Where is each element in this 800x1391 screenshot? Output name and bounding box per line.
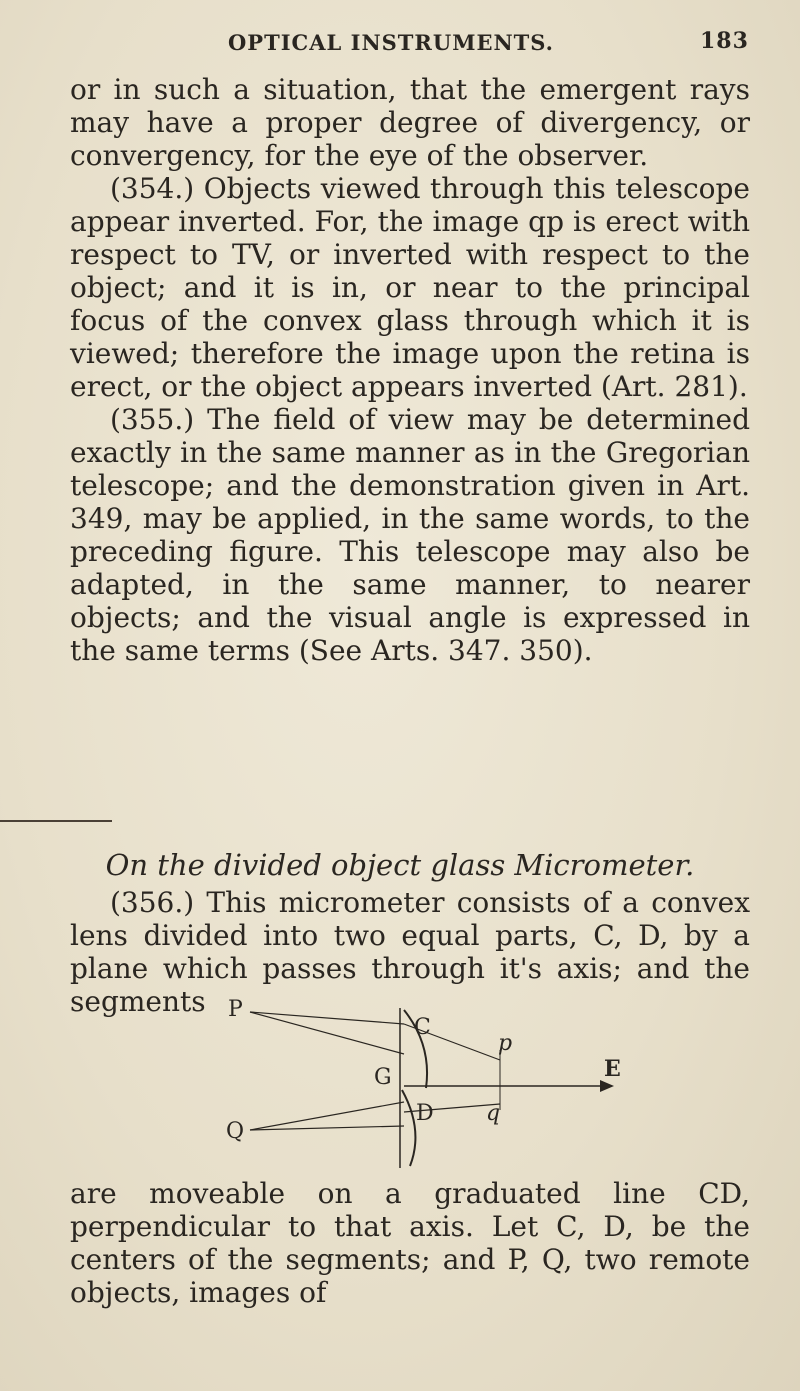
label-p: p bbox=[498, 1031, 513, 1056]
section-rule bbox=[0, 820, 112, 822]
text-block-top bbox=[70, 73, 750, 667]
label-E: E bbox=[604, 1056, 621, 1082]
micrometer-figure bbox=[200, 990, 630, 1170]
paragraph-356: (356.) This micrometer consists of a convex lens divided into two equal parts, C, D, by a plane which passes through it's axis; and the segments bbox=[70, 886, 750, 1018]
paragraph-354: (354.) Objects viewed through this telescope appear inverted. For, the image qp is erect with respect to TV, or inverted with respect to the object; and it is in, or near to the principal focus of the convex glass through which it is viewed; therefore the image upon the retina is erect, or the object appears inverted (Art. 281). bbox=[70, 172, 750, 403]
paragraph-continuation: or in such a situation, that the emergent rays may have a proper degree of divergency, or convergency, for the eye of the observer. bbox=[70, 73, 750, 172]
paragraph-356-continued: are moveable on a graduated line CD, perpendicular to that axis. Let C, D, be the centers of the segments; and P, Q, two remote objects, images of bbox=[70, 1177, 750, 1309]
text-block-bottom bbox=[70, 1177, 750, 1309]
page-number: 183 bbox=[700, 28, 749, 54]
label-Q: Q bbox=[226, 1119, 245, 1144]
ray-Q-lower bbox=[250, 1126, 404, 1130]
page-header bbox=[0, 20, 800, 60]
paragraph-355: (355.) The field of view may be determined exactly in the same manner as in the Gregorian telescope; and the demonstration given in Art. 349, may be applied, in the same words, to the preceding figure. This telescope may also be adapted, in the same manner, to nearer objects; and the visual angle is expressed in the same terms (See Arts. 347. 350). bbox=[70, 403, 750, 667]
lens-segment-D bbox=[402, 1090, 415, 1166]
label-P: P bbox=[228, 997, 243, 1022]
ray-Q-upper bbox=[250, 1102, 404, 1130]
running-head: OPTICAL INSTRUMENTS. bbox=[228, 30, 554, 55]
micrometer-diagram bbox=[200, 990, 630, 1170]
label-G: G bbox=[374, 1065, 392, 1090]
section-title: On the divided object glass Micrometer. bbox=[105, 848, 695, 882]
label-D: D bbox=[416, 1101, 434, 1126]
label-q: q bbox=[486, 1101, 501, 1126]
label-C: C bbox=[414, 1015, 431, 1040]
